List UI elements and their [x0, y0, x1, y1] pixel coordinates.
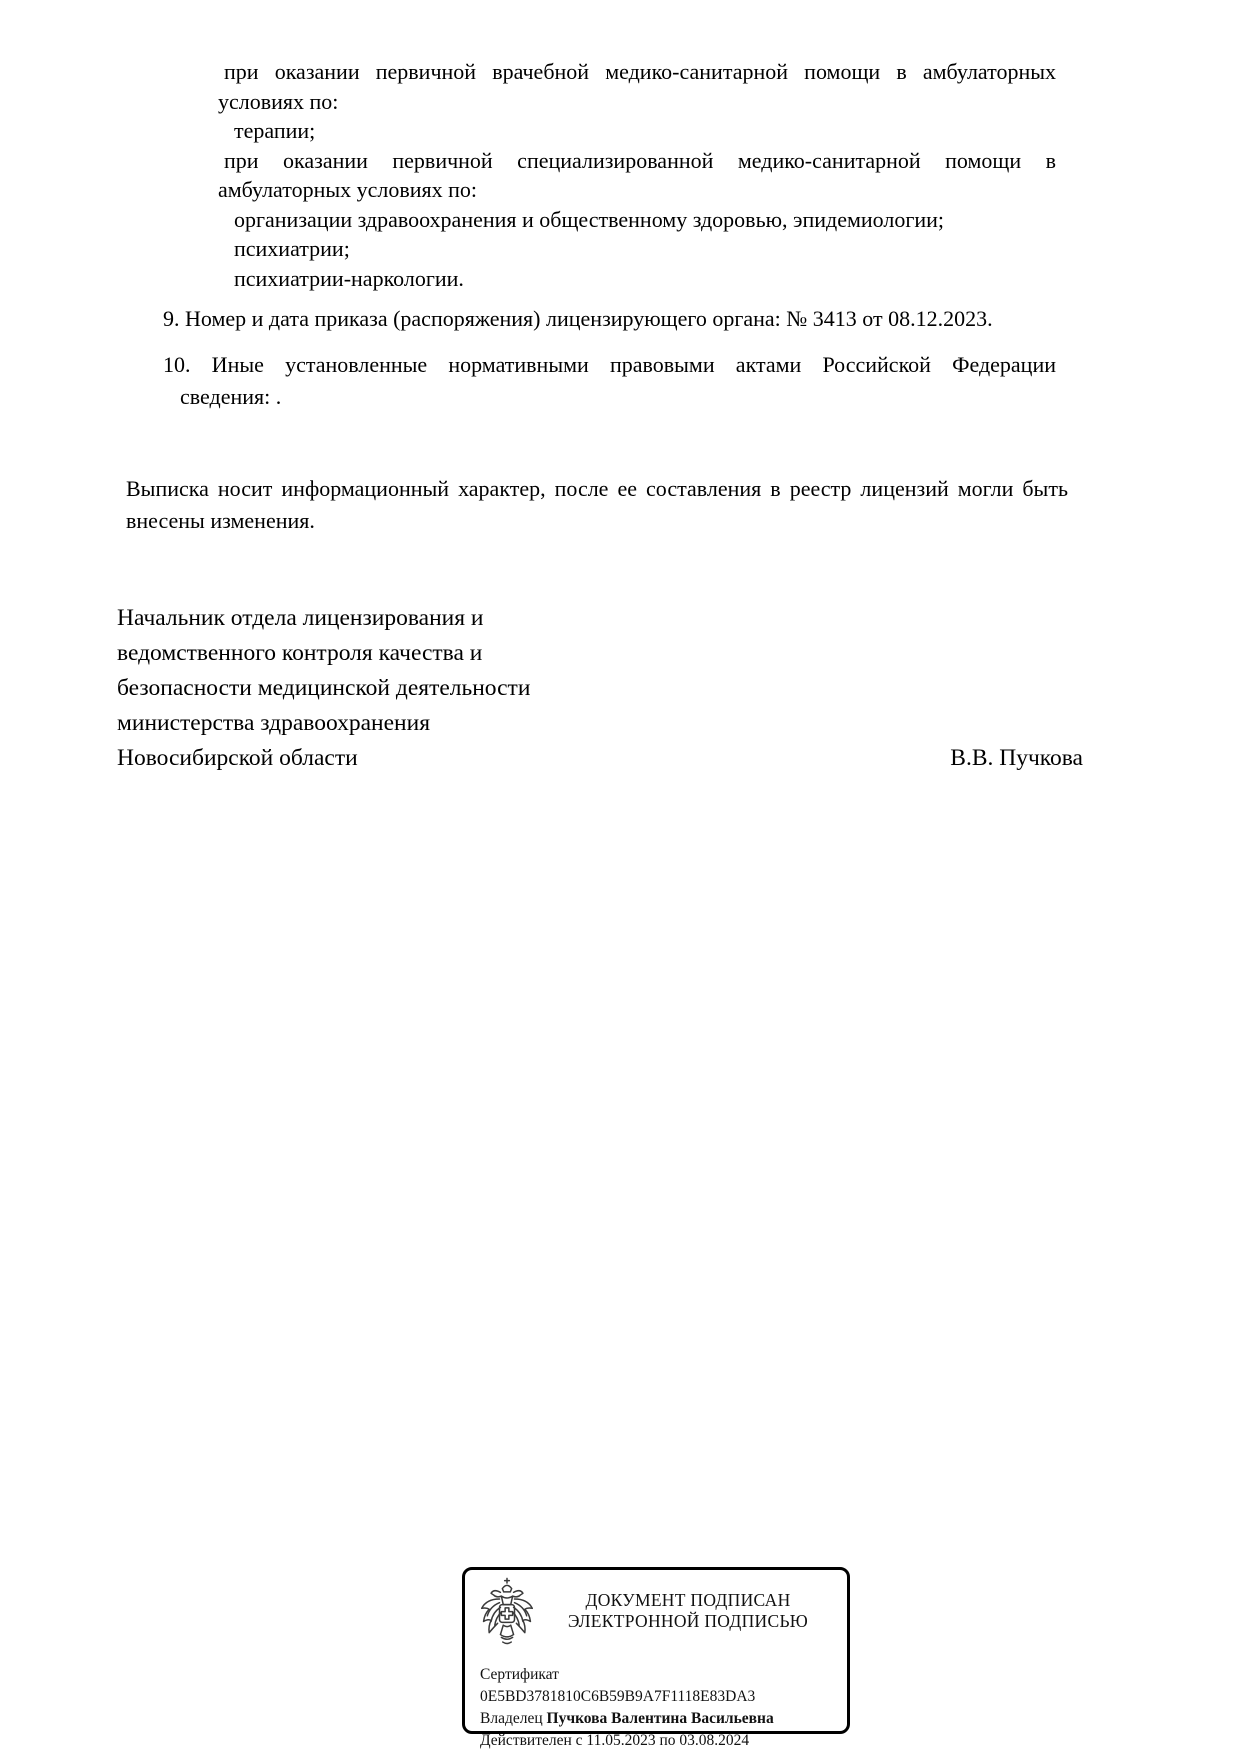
- signature-block: [117, 601, 1083, 776]
- signer-title-line: министерства здравоохранения: [117, 710, 431, 736]
- activity-line: психиатрии-наркологии.: [234, 265, 464, 291]
- signer-name: В.В. Пучкова: [950, 745, 1083, 771]
- activity-line: организации здравоохранения и общественному здоровью, эпидемиологии;: [234, 206, 945, 232]
- signer-title-line: Новосибирской области: [117, 745, 358, 771]
- validity-line: Действителен с 11.05.2023 по 03.08.2024: [480, 1732, 750, 1749]
- owner-label: Владелец: [480, 1710, 543, 1727]
- stamp-header: [465, 1570, 847, 1656]
- other-info-line-2: сведения: .: [180, 384, 282, 409]
- certificate-label: Сертификат: [480, 1666, 559, 1683]
- activity-line: при оказании первичной врачебной медико-санитарной помощи в амбулаторных: [224, 59, 1056, 84]
- stamp-title: [537, 1576, 839, 1631]
- informational-note: [126, 473, 1068, 537]
- license-activities-list: [218, 57, 1056, 293]
- certificate-line: [480, 1664, 837, 1708]
- signer-title-line: ведомственного контроля качества и: [117, 640, 483, 666]
- activity-line: условиях по:: [218, 88, 339, 114]
- certificate-value: 0E5BD3781810C6B59B9A7F1118E83DA3: [480, 1688, 756, 1705]
- activity-line: амбулаторных условиях по:: [218, 177, 478, 202]
- note-line-2: внесены изменения.: [126, 508, 315, 533]
- double-headed-eagle-icon: [477, 1576, 537, 1650]
- stamp-details: [465, 1656, 847, 1752]
- stamp-title-line-1: ДОКУМЕНТ ПОДПИСАН: [585, 1590, 791, 1610]
- activity-line: психиатрии;: [234, 236, 350, 261]
- owner-line: [480, 1708, 837, 1730]
- signer-title-line: Начальник отдела лицензирования и: [117, 605, 484, 631]
- other-info-line-1: 10. Иные установленные нормативными правовыми актами Российской Федерации: [163, 352, 1056, 377]
- owner-name: Пучкова Валентина Васильевна: [546, 1710, 774, 1727]
- signer-title-line: безопасности медицинской деятельности: [117, 675, 531, 701]
- note-line-1: Выписка носит информационный характер, после ее составления в реестр лицензий могли быть: [126, 476, 1068, 501]
- signature-row: [117, 741, 1083, 776]
- other-info-item: [163, 349, 1056, 413]
- order-number-item: 9. Номер и дата приказа (распоряжения) лицензирующего органа: № 3413 от 08.12.2023.: [163, 306, 993, 331]
- electronic-signature-stamp: [462, 1567, 850, 1749]
- activity-line: при оказании первичной специализированной медико-санитарной помощи в: [224, 147, 1056, 173]
- activity-line: терапии;: [234, 118, 316, 143]
- stamp-title-line-2: ЭЛЕКТРОННОЙ ПОДПИСЬЮ: [567, 1610, 809, 1631]
